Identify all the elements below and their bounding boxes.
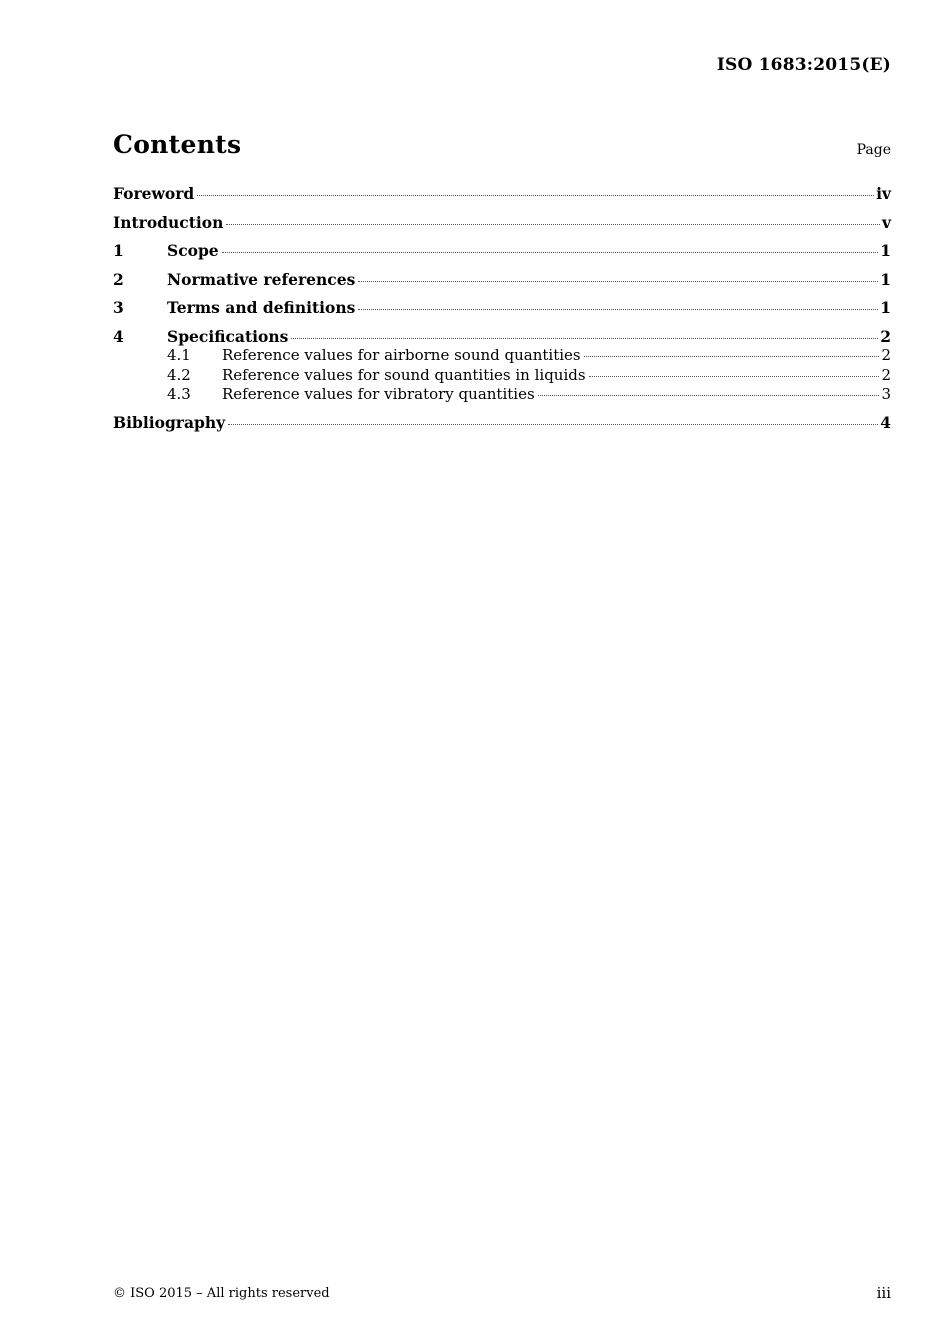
contents-title: Contents [113,130,242,159]
toc-entry-page: 4 [880,412,891,432]
toc-entry-title: Specifications [167,326,289,346]
toc-entry-number: 4.3 [167,385,191,403]
toc-entry-page: 1 [880,269,891,289]
dot-leader [228,424,878,425]
toc-subentry-airborne-sound[interactable] [113,346,891,366]
toc-entry-title: Introduction [113,212,224,232]
toc-entry-page: 2 [881,365,891,384]
page-number: iii [876,1284,891,1302]
dot-leader [538,395,880,396]
toc-entry-title: Bibliography [113,412,226,432]
toc-entry-number: 3 [113,298,124,317]
toc-entry-number: 4.1 [167,346,191,364]
toc-entry-terms-and-definitions[interactable] [113,298,891,327]
dot-leader [589,376,880,377]
toc-entry-page: iv [876,184,891,203]
table-of-contents [113,184,891,441]
toc-entry-number: 4.2 [167,365,191,384]
toc-entry-number: 2 [113,269,124,289]
toc-entry-specifications[interactable] [113,327,891,347]
toc-entry-foreword[interactable] [113,184,891,213]
toc-entry-number: 1 [113,241,124,260]
toc-entry-title: Reference values for sound quantities in liquids [222,365,586,384]
toc-entry-page: 3 [881,385,891,403]
toc-entry-page: 1 [880,298,891,317]
document-id: ISO 1683:2015(E) [716,55,891,75]
dot-leader [358,281,878,282]
toc-entry-scope[interactable] [113,241,891,270]
toc-entry-page: 2 [881,346,891,364]
page-column-label: Page [856,142,891,158]
toc-entry-title: Normative references [167,269,356,289]
toc-entry-page: 2 [880,326,891,346]
toc-entry-normative-references[interactable] [113,270,891,299]
toc-entry-number: 4 [113,326,124,346]
dot-leader [222,252,879,253]
copyright-notice: © ISO 2015 – All rights reserved [113,1286,330,1301]
toc-entry-page: v [881,212,891,232]
page-footer [113,1284,891,1304]
toc-entry-title: Reference values for vibratory quantities [222,385,535,403]
dot-leader [197,195,874,196]
dot-leader [226,224,880,225]
toc-entry-title: Terms and definitions [167,298,356,317]
toc-entry-bibliography[interactable] [113,413,891,442]
toc-entry-title: Scope [167,241,219,260]
toc-entry-page: 1 [880,241,891,260]
toc-subentry-vibratory-quantities[interactable] [113,385,891,405]
contents-header [113,130,891,166]
dot-leader [291,338,878,339]
toc-subentry-sound-in-liquids[interactable] [113,366,891,386]
toc-entry-title: Reference values for airborne sound quantities [222,346,581,364]
toc-entry-introduction[interactable] [113,213,891,242]
dot-leader [358,309,878,310]
dot-leader [584,356,880,357]
toc-entry-title: Foreword [113,184,195,203]
